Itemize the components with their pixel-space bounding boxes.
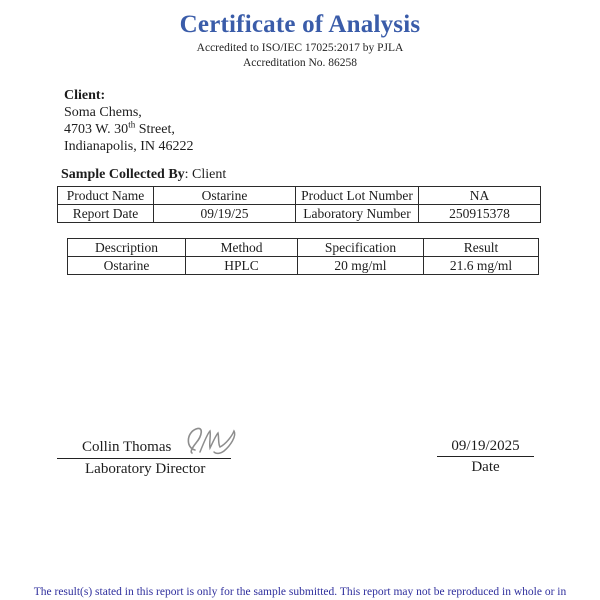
client-address-block	[64, 87, 600, 155]
signer-title: Laboratory Director	[85, 461, 206, 477]
accreditation-line-2: Accreditation No. 86258	[242, 56, 357, 69]
document-header	[0, 0, 600, 71]
table-cell: 20 mg/ml	[298, 257, 424, 275]
client-street: 4703 W. 30th Street,	[64, 119, 175, 137]
signature-date-value: 09/19/2025	[437, 438, 534, 457]
date-label: Date	[471, 459, 500, 475]
table-cell: HPLC	[186, 257, 298, 275]
table-row	[68, 257, 539, 275]
table-cell: NA	[419, 187, 541, 205]
table-cell: Report Date	[58, 205, 154, 223]
table-cell: Laboratory Number	[296, 205, 419, 223]
date-block	[437, 438, 534, 476]
table-cell: Product Lot Number	[296, 187, 419, 205]
signature-block	[57, 429, 231, 478]
sample-collected-by-line	[61, 167, 600, 183]
document-title: Certificate of Analysis	[179, 11, 421, 38]
product-info-table	[57, 186, 541, 223]
table-cell: 21.6 mg/ml	[424, 257, 539, 275]
column-header: Description	[68, 239, 186, 257]
sample-collected-by-value: : Client	[184, 167, 227, 183]
signer-name: Collin Thomas	[82, 439, 172, 455]
test-results-table	[67, 238, 539, 275]
signature-line	[57, 429, 231, 459]
column-header: Specification	[298, 239, 424, 257]
client-label: Client:	[64, 87, 106, 103]
table-cell: 250915378	[419, 205, 541, 223]
signature-scribble-icon	[179, 423, 241, 461]
ordinal-suffix: th	[128, 119, 136, 130]
sample-collected-by-label: Sample Collected By	[61, 167, 185, 183]
table-header-row	[68, 239, 539, 257]
table-cell: Ostarine	[68, 257, 186, 275]
accreditation-line-1: Accredited to ISO/IEC 17025:2017 by PJLA	[196, 41, 404, 54]
table-row	[58, 205, 541, 223]
footer-disclaimer: The result(s) stated in this report is only for the sample submitted. This report may not be reproduced in whole or in	[33, 586, 567, 598]
client-city-line: Indianapolis, IN 46222	[64, 139, 194, 155]
column-header: Result	[424, 239, 539, 257]
client-name: Soma Chems,	[64, 104, 142, 120]
table-cell: 09/19/25	[154, 205, 296, 223]
column-header: Method	[186, 239, 298, 257]
table-cell: Ostarine	[154, 187, 296, 205]
table-cell: Product Name	[58, 187, 154, 205]
table-row	[58, 187, 541, 205]
